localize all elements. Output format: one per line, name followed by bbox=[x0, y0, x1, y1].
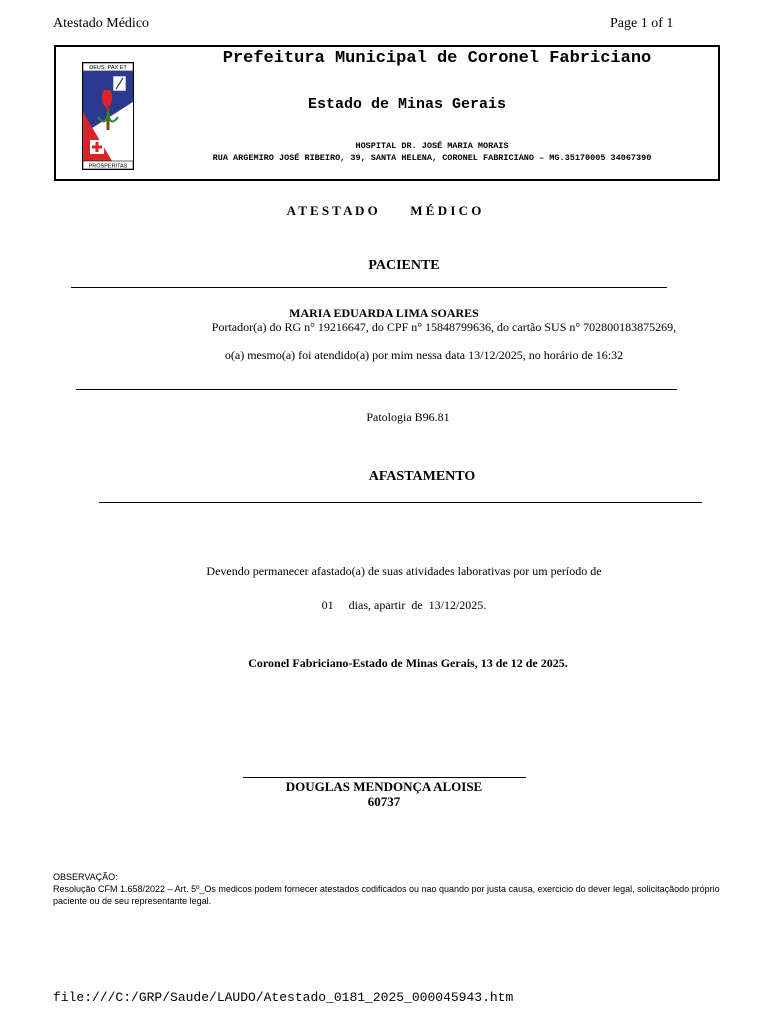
leave-divider bbox=[99, 502, 702, 503]
leave-text: Devendo permanecer afastado(a) de suas atividades laborativas por um período de bbox=[206, 564, 602, 578]
footer-file-path: file:///C:/GRP/Saude/LAUDO/Atestado_0181_2025_000045943.htm bbox=[53, 990, 514, 1005]
doctor-name: DOUGLAS MENDONÇA ALOISE bbox=[285, 779, 483, 794]
observation-text: Resolução CFM 1.658/2022 – Art. 5º_Os medicos podem fornecer atestados codificados ou nao quando por justa causa, exercicio do dever legal, solicitaçãodo próprio paciente ou de seu representante legal. bbox=[53, 884, 720, 906]
patient-divider bbox=[71, 287, 667, 288]
place-date: Coronel Fabriciano-Estado de Minas Gerais, 13 de 12 de 2025. bbox=[248, 656, 568, 670]
leave-label: AFASTAMENTO bbox=[368, 469, 476, 484]
hospital-address: RUA ARGEMIRO JOSÉ RIBEIRO, 39, SANTA HELENA, CORONEL FABRICIANO – MG.35170005 34067390 bbox=[212, 153, 652, 163]
page-header-title: Atestado Médico bbox=[53, 16, 150, 31]
letterhead-box bbox=[54, 45, 720, 181]
pathology-text: Patologia B96.81 bbox=[366, 410, 450, 424]
patient-name: MARIA EDUARDA LIMA SOARES bbox=[289, 306, 479, 320]
municipality-title: Prefeitura Municipal de Coronel Fabriciano bbox=[222, 49, 652, 68]
state-subtitle: Estado de Minas Gerais bbox=[307, 96, 507, 113]
patient-label: PACIENTE bbox=[368, 258, 440, 273]
attendance-text: o(a) mesmo(a) foi atendido(a) por mim nessa data 13/12/2025, no horário de 16:32 bbox=[224, 348, 624, 362]
observation-label: OBSERVAÇÃO: bbox=[53, 872, 118, 882]
attendance-divider bbox=[76, 389, 677, 390]
hospital-name: HOSPITAL DR. JOSÉ MARIA MORAIS bbox=[355, 141, 509, 151]
crest-motto-top: DEUS, PAX ET bbox=[89, 65, 127, 71]
doctor-crm: 60737 bbox=[367, 794, 401, 809]
leave-days: 01 dias, apartir de 13/12/2025. bbox=[321, 598, 487, 612]
patient-ids: Portador(a) do RG n° 19216647, do CPF n° 15848799636, do cartão SUS n° 702800183875269, bbox=[211, 320, 677, 334]
signature-line bbox=[243, 777, 526, 778]
page-header-pagination: Page 1 of 1 bbox=[610, 16, 674, 31]
document-heading: A T E S T A D O M É D I C O bbox=[286, 203, 482, 218]
crest-motto-bottom: PROSPERITAS bbox=[88, 163, 128, 170]
